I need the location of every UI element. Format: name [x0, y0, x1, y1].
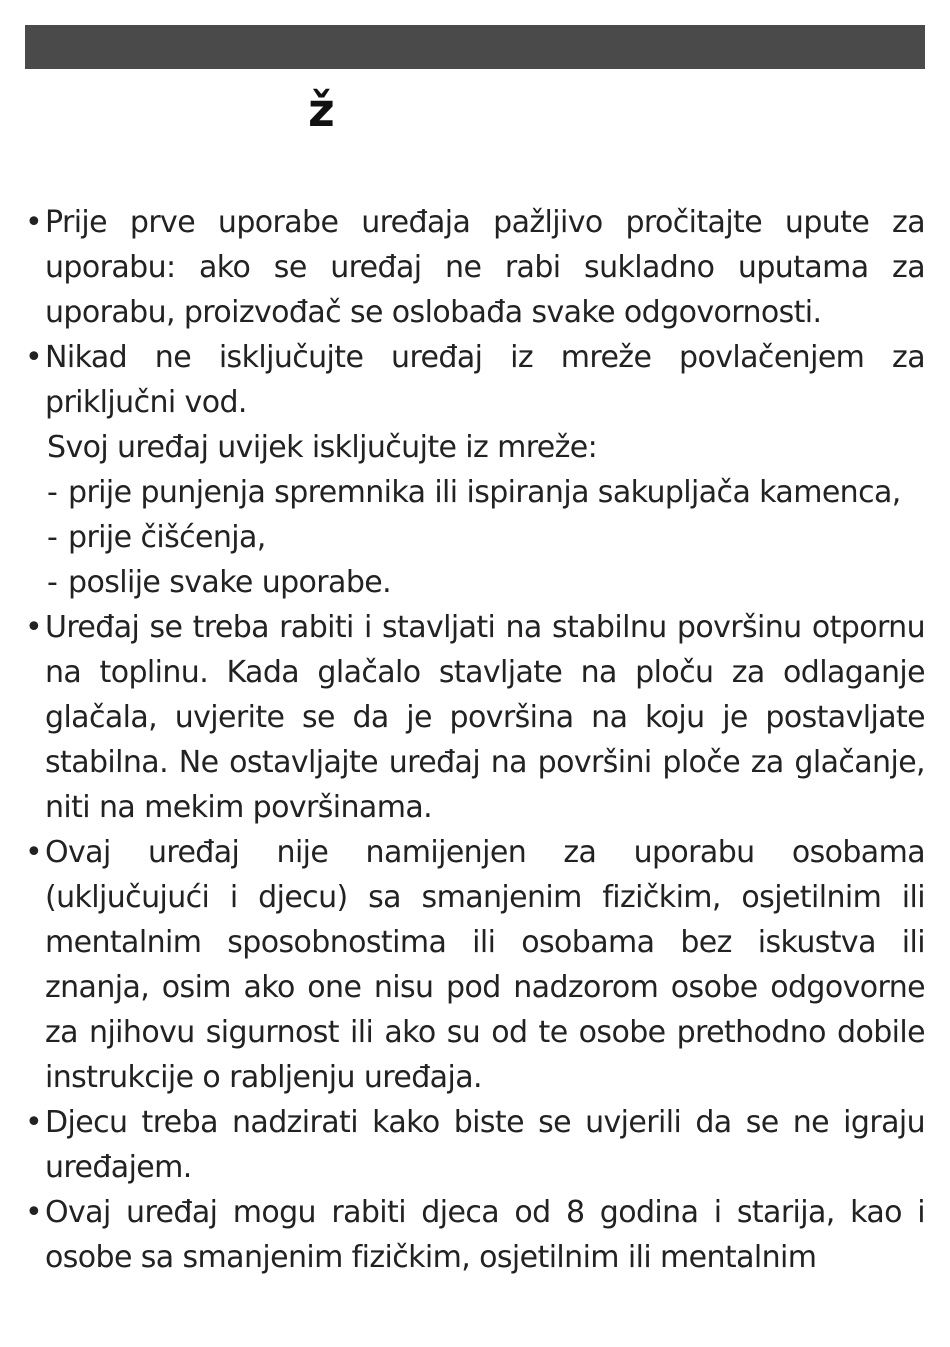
list-item-text: Uređaj se treba rabiti i stavljati na stabilnu površinu otpornu na toplinu. Kada glačalo stavljate na ploču za odlaganje glačala, uvjerite se da je površina na koju je postavljate stabilna. Ne ostavljajte uređaj na površini ploče za glačanje, niti na mekim površinama. — [45, 610, 925, 825]
list-item — [25, 335, 925, 425]
list-item-text: Ovaj uređaj nije namijenjen za uporabu osobama (uključujući i djecu) sa smanjenim fizičkim, osjetilnim ili mentalnim sposobnostima ili osobama bez iskustva ili znanja, osim ako one nisu pod nadzorom osobe odgovorne za njihovu sigurnost ili ako su od te osobe prethodno dobile instrukcije o rabljenju uređaja. — [45, 835, 925, 1095]
bullet-icon: • — [25, 205, 43, 240]
sub-list-item — [25, 470, 925, 515]
list-item — [25, 830, 925, 1100]
bullet-icon: • — [25, 835, 43, 870]
list-item — [25, 200, 925, 335]
sub-list-item — [25, 560, 925, 605]
list-item-text: Nikad ne isključujte uređaj iz mreže povlačenjem za priključni vod. — [45, 340, 925, 420]
header-bar — [25, 25, 925, 69]
bullet-icon: • — [25, 610, 43, 645]
bullet-icon: • — [25, 1195, 43, 1230]
list-item-text: Prije prve uporabe uređaja pažljivo pročitajte upute za uporabu: ako se uređaj ne rabi sukladno uputama za uporabu, proizvođač se oslobađa svake odgovornosti. — [45, 205, 925, 330]
sub-list-item-text: prije punjenja spremnika ili ispiranja sakupljača kamenca, — [68, 475, 901, 510]
sub-list-item — [25, 515, 925, 560]
safety-instructions — [25, 200, 925, 1280]
dash-icon: - — [47, 520, 58, 555]
sub-list-item-text: prije čišćenja, — [68, 520, 266, 555]
dash-icon: - — [47, 475, 58, 510]
bullet-icon: • — [25, 340, 43, 375]
list-item — [25, 1100, 925, 1190]
section-title: ž — [308, 83, 335, 137]
list-item — [25, 1190, 925, 1280]
unplug-intro: Svoj uređaj uvijek isključujte iz mreže: — [47, 430, 598, 465]
list-item — [25, 605, 925, 830]
dash-icon: - — [47, 565, 58, 600]
sub-list-item-text: poslije svake uporabe. — [68, 565, 392, 600]
list-item-text: Ovaj uređaj mogu rabiti djeca od 8 godina i starija, kao i osobe sa smanjenim fizičkim, osjetilnim ili mentalnim — [45, 1195, 925, 1275]
list-item-text: Djecu treba nadzirati kako biste se uvjerili da se ne igraju uređajem. — [45, 1105, 925, 1185]
bullet-icon: • — [25, 1105, 43, 1140]
